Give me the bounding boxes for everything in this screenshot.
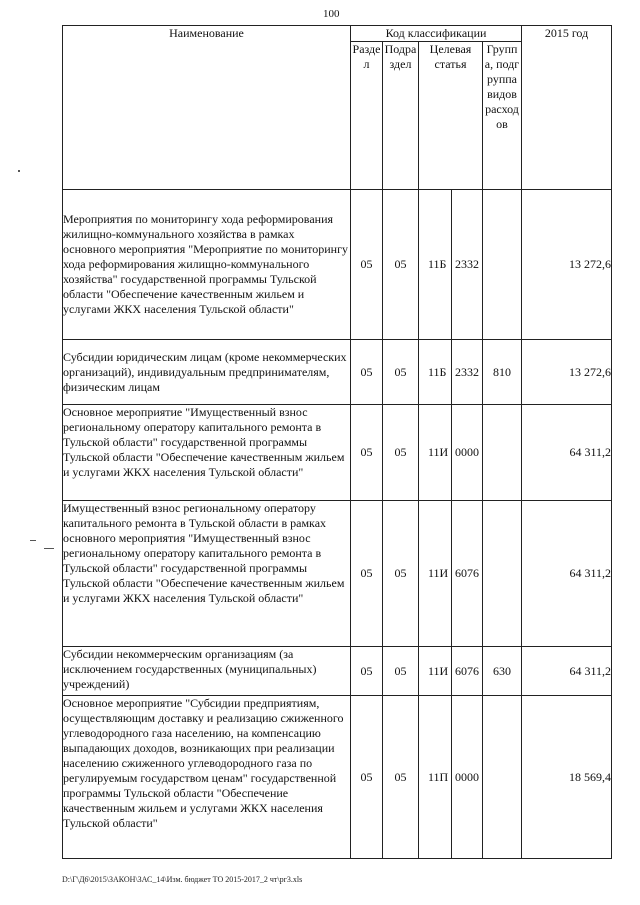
row-amount: 64 311,2 <box>522 501 612 647</box>
row-article-code: 2332 <box>452 340 483 405</box>
row-article-program: 11 <box>419 190 440 340</box>
budget-table <box>62 25 612 859</box>
expense-group-header-label: Группа, подгруппа видов расходов <box>484 42 520 131</box>
row-section: 05 <box>351 405 383 501</box>
file-path-footer: D:\Г\Д6\2015\ЗАКОН\ЗАС_14\Изм. бюджет ТО 2015-2017_2 чт\рг3.xls <box>62 875 303 884</box>
scan-speck <box>18 170 20 172</box>
row-subsection: 05 <box>383 405 419 501</box>
row-article-program: 11 <box>419 340 440 405</box>
classification-header: Код классификации <box>351 26 522 42</box>
row-subsection: 05 <box>383 501 419 647</box>
row-article-program: 11 <box>419 501 440 647</box>
row-section: 05 <box>351 340 383 405</box>
row-article-subprogram: П <box>440 696 452 859</box>
row-article-code: 6076 <box>452 647 483 696</box>
row-amount: 18 569,4 <box>522 696 612 859</box>
row-group: 630 <box>483 647 522 696</box>
row-article-subprogram: И <box>440 405 452 501</box>
row-article-code: 0000 <box>452 405 483 501</box>
row-article-subprogram: И <box>440 501 452 647</box>
row-article-program: 11 <box>419 647 440 696</box>
scan-speck <box>30 540 36 541</box>
header-row-top <box>63 26 612 42</box>
table-row <box>63 647 612 696</box>
subsection-header <box>383 42 419 190</box>
row-article-program: 11 <box>419 405 440 501</box>
row-group: 810 <box>483 340 522 405</box>
section-header <box>351 42 383 190</box>
row-amount: 13 272,6 <box>522 340 612 405</box>
target-article-header <box>419 42 483 190</box>
row-article-subprogram: И <box>440 647 452 696</box>
section-header-label: Раздел <box>352 42 381 71</box>
row-section: 05 <box>351 647 383 696</box>
row-section: 05 <box>351 696 383 859</box>
table-row <box>63 190 612 340</box>
row-name: Основное мероприятие "Имущественный взнос региональному оператору капитального ремонта в Тульской области" государственной программы Тульской области "Обеспечение качественным жильем и услугами ЖКХ населения Тульской области" <box>63 405 351 501</box>
row-article-code: 0000 <box>452 696 483 859</box>
row-section: 05 <box>351 501 383 647</box>
table-row <box>63 405 612 501</box>
year-header: 2015 год <box>522 26 612 190</box>
name-header: Наименование <box>63 26 351 190</box>
row-article-code: 2332 <box>452 190 483 340</box>
row-article-subprogram: Б <box>440 340 452 405</box>
table-row <box>63 696 612 859</box>
expense-group-header <box>483 42 522 190</box>
row-article-code: 6076 <box>452 501 483 647</box>
row-group <box>483 405 522 501</box>
row-amount: 64 311,2 <box>522 647 612 696</box>
row-article-program: 11 <box>419 696 440 859</box>
row-subsection: 05 <box>383 340 419 405</box>
row-group <box>483 190 522 340</box>
row-subsection: 05 <box>383 696 419 859</box>
row-section: 05 <box>351 190 383 340</box>
table-row <box>63 340 612 405</box>
row-name: Субсидии некоммерческим организациям (за исключением государственных (муниципальных) учреждений) <box>63 647 351 696</box>
row-name: Основное мероприятие "Субсидии предприятиям, осуществляющим доставку и реализацию сжиженного углеводородного газа населению, на компенсацию выпадающих доходов, возникающих при реализации населению сжиженного углеводородного газа по регулируемым государством ценам" государственной программы Тульской области "Обеспечение качественным жильем и услугами ЖКХ населения Тульской области" <box>63 696 351 859</box>
target-article-header-label: Целевая статья <box>429 42 472 71</box>
row-group <box>483 501 522 647</box>
row-amount: 64 311,2 <box>522 405 612 501</box>
subsection-header-label: Подраздел <box>384 42 417 71</box>
row-amount: 13 272,6 <box>522 190 612 340</box>
scan-speck <box>44 548 54 549</box>
page-number: 100 <box>323 8 340 20</box>
row-subsection: 05 <box>383 647 419 696</box>
row-article-subprogram: Б <box>440 190 452 340</box>
row-group <box>483 696 522 859</box>
row-subsection: 05 <box>383 190 419 340</box>
row-name: Мероприятия по мониторингу хода реформирования жилищно-коммунального хозяйства в рамках основного мероприятия "Мероприятие по мониторингу хода реформирования жилищно-коммунального хозяйства" государственной программы Тульской области "Обеспечение качественным жильем и услугами ЖКХ населения Тульской области" <box>63 190 351 340</box>
row-name: Имущественный взнос региональному оператору капитального ремонта в Тульской области в рамках основного мероприятия "Имущественный взнос региональному оператору капитального ремонта в Тульской области" государственной программы Тульской области "Обеспечение качественным жильем и услугами ЖКХ населения Тульской области" <box>63 501 351 647</box>
table-row <box>63 501 612 647</box>
row-name: Субсидии юридическим лицам (кроме некоммерческих организаций), индивидуальным предпринимателям, физическим лицам <box>63 340 351 405</box>
